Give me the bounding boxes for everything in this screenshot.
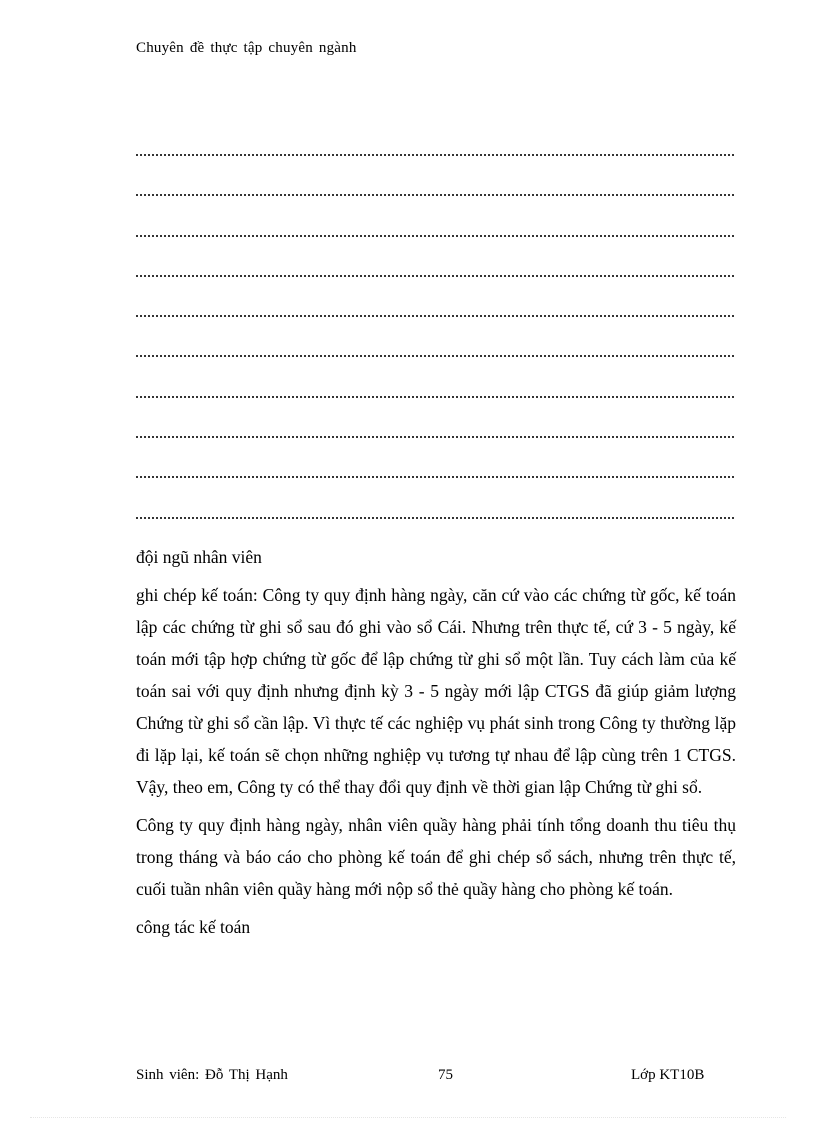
body-paragraph: ghi chép kế toán: Công ty quy định hàng ngày, căn cứ vào các chứng từ gốc, kế toán lập các chứng từ ghi sổ sau đó ghi vào sổ Cái. Nhưng trên thực tế, cứ 3 - 5 ngày, kế toán mới tập hợp chứng từ gốc để lập chứng từ ghi sổ một lần. Tuy cách làm của kế toán sai với quy định nhưng định kỳ 3 - 5 ngày mới lập CTGS đã giúp giảm lượng Chứng từ ghi sổ cần lập. Vì thực tế các nghiệp vụ phát sinh trong Công ty thường lặp đi lặp lại, kế toán sẽ chọn những nghiệp vụ tương tự nhau để lập cùng trên 1 CTGS. Vậy, theo em, Công ty có thể thay đổi quy định về thời gian lập Chứng từ ghi sổ. (136, 585, 736, 797)
dotted-line (136, 188, 734, 228)
bottom-divider (30, 1117, 786, 1118)
dotted-line (136, 148, 734, 188)
footer-page-number: 75 (438, 1067, 453, 1083)
dotted-line (136, 229, 734, 269)
dotted-line (136, 390, 734, 430)
dotted-line (136, 349, 734, 389)
body-paragraph: Công ty quy định hàng ngày, nhân viên quầy hàng phải tính tổng doanh thu tiêu thụ trong tháng và báo cáo cho phòng kế toán để ghi chép sổ sách, nhưng trên thực tế, cuối tuần nhân viên quầy hàng mới nộp sổ thẻ quầy hàng cho phòng kế toán. (136, 815, 736, 899)
page-footer (136, 1067, 736, 1087)
footer-student-name: Sinh viên: Đỗ Thị Hạnh (136, 1067, 288, 1083)
body-text (136, 541, 736, 943)
body-tail-line: công tác kế toán (136, 917, 251, 937)
dotted-line (136, 430, 734, 470)
dotted-line (136, 309, 734, 349)
dotted-line (136, 470, 734, 510)
footer-class-label: Lớp KT10B (631, 1067, 705, 1083)
dotted-line (136, 269, 734, 309)
body-heading: đội ngũ nhân viên (136, 547, 262, 567)
page-header-title: Chuyên đề thực tập chuyên ngành (136, 40, 357, 56)
dotted-fill-lines (136, 148, 734, 551)
